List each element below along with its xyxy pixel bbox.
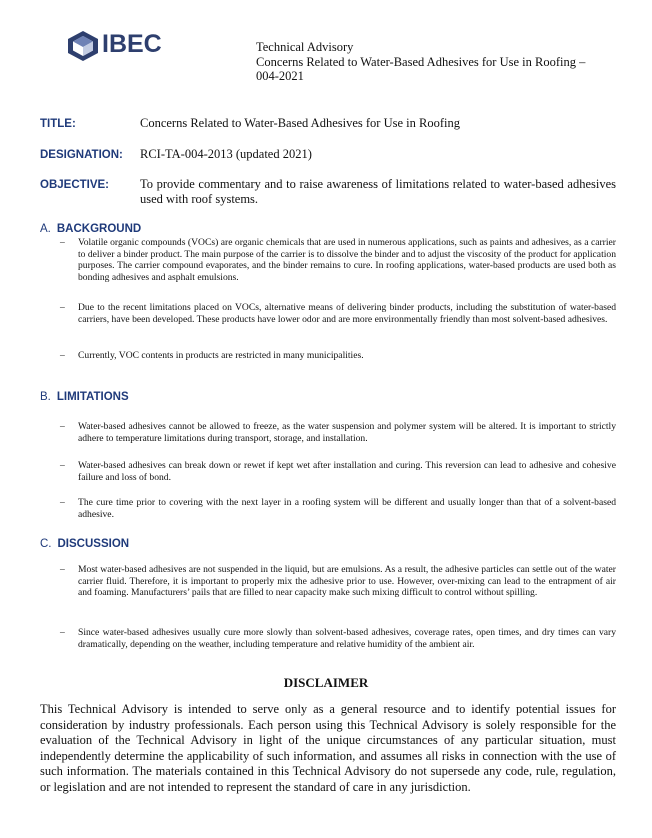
bullet-dash: – bbox=[60, 627, 65, 638]
bullet-dash: – bbox=[60, 350, 65, 361]
bullet-text: The cure time prior to covering with the next layer in a roofing system will be different and usually longer than that of a solvent-based adhesive. bbox=[78, 497, 616, 520]
section-letter: C. bbox=[40, 538, 52, 550]
document-header bbox=[256, 40, 616, 84]
header-line-1: Technical Advisory bbox=[256, 40, 354, 54]
list-item bbox=[60, 497, 616, 520]
section-heading-limitations bbox=[40, 391, 129, 403]
bullet-text: Currently, VOC contents in products are restricted in many municipalities. bbox=[78, 350, 364, 361]
bullet-text: Since water-based adhesives usually cure more slowly than solvent-based adhesives, coverage rates, open times, and dry times can vary dramatically, depending on the weather, including temperature and relative humidity of the ambient air. bbox=[78, 627, 616, 650]
bullet-dash: – bbox=[60, 302, 65, 313]
section-letter: A. bbox=[40, 223, 51, 235]
list-item bbox=[60, 350, 616, 362]
bullet-text: Water-based adhesives cannot be allowed to freeze, as the water suspension and polymer system will be altered. It is important to strictly adhere to temperature limitations during transport, storage, and installation. bbox=[78, 421, 616, 444]
title-label: TITLE: bbox=[40, 118, 76, 130]
objective-value: To provide commentary and to raise awareness of limitations related to water-based adhesives used with roof systems. bbox=[140, 177, 616, 206]
objective-label: OBJECTIVE: bbox=[40, 179, 110, 191]
section-title: BACKGROUND bbox=[56, 223, 142, 235]
bullet-text: Volatile organic compounds (VOCs) are organic chemicals that are used in numerous applications, such as paints and adhesives, as a carrier to deliver a binder product. The main purpose of the carrier is to dissolve the binder and to adjust the viscosity of the product for application purposes. The carrier compound evaporates, and the binder remains to cure. In roofing applications, water-based products are used both as bonding adhesives and asphalt emulsions. bbox=[78, 237, 616, 283]
bullet-dash: – bbox=[60, 460, 65, 471]
list-item bbox=[60, 627, 616, 650]
bullet-dash: – bbox=[60, 421, 65, 432]
ibec-logo-icon bbox=[66, 30, 100, 62]
bullet-text: Water-based adhesives can break down or rewet if kept wet after installation and curing. This reversion can lead to adhesive and cohesive failure and loss of bond. bbox=[78, 460, 616, 483]
section-title: LIMITATIONS bbox=[56, 391, 129, 403]
section-letter: B. bbox=[40, 391, 51, 403]
header-line-2: Concerns Related to Water-Based Adhesives for Use in Roofing – bbox=[256, 54, 586, 69]
designation-label: DESIGNATION: bbox=[40, 149, 123, 161]
list-item bbox=[60, 564, 616, 599]
section-title: DISCUSSION bbox=[57, 538, 130, 550]
section-heading-discussion bbox=[40, 538, 129, 550]
disclaimer-title: DISCLAIMER bbox=[283, 675, 369, 690]
disclaimer-text: This Technical Advisory is intended to serve only as a general resource and to identify potential issues for consideration by industry professionals. Each person using this Technical Advisory is solely responsible for the evaluation of the Technical Advisory in light of the unique circumstances of any particular situation, must independently determine the applicability of such information, and assumes all risks in connection with the use of such information. The materials contained in this Technical Advisory do not supersede any code, rule, regulation, or legislation and are not intended to represent the standard of care in any jurisdiction. bbox=[40, 702, 616, 794]
list-item bbox=[60, 460, 616, 483]
bullet-text: Due to the recent limitations placed on VOCs, alternative means of delivering binder products, including the substitution of water-based carriers, have been developed. These products have lower odor and are more environmentally friendly than most solvent-based adhesives. bbox=[78, 302, 616, 325]
bullet-dash: – bbox=[60, 497, 65, 508]
logo-wordmark: IBEC bbox=[102, 30, 162, 58]
list-item bbox=[60, 421, 616, 444]
bullet-dash: – bbox=[60, 237, 65, 248]
designation-value: RCI-TA-004-2013 (updated 2021) bbox=[140, 147, 312, 161]
bullet-text: Most water-based adhesives are not suspended in the liquid, but are emulsions. As a result, the adhesive particles can settle out of the water carrier fluid. Therefore, it is important to properly mix the adhesive prior to use. However, over-mixing can lead to the entrapment of air and foaming. Manufacturers’ pails that are filled to near capacity make such mixing difficult to control without spilling. bbox=[78, 564, 616, 598]
ibec-logo bbox=[66, 28, 166, 64]
list-item bbox=[60, 237, 616, 283]
section-heading-background bbox=[40, 223, 141, 235]
header-line-3: 004-2021 bbox=[256, 69, 304, 83]
title-value: Concerns Related to Water-Based Adhesives for Use in Roofing bbox=[140, 116, 460, 130]
bullet-dash: – bbox=[60, 564, 65, 575]
list-item bbox=[60, 302, 616, 325]
